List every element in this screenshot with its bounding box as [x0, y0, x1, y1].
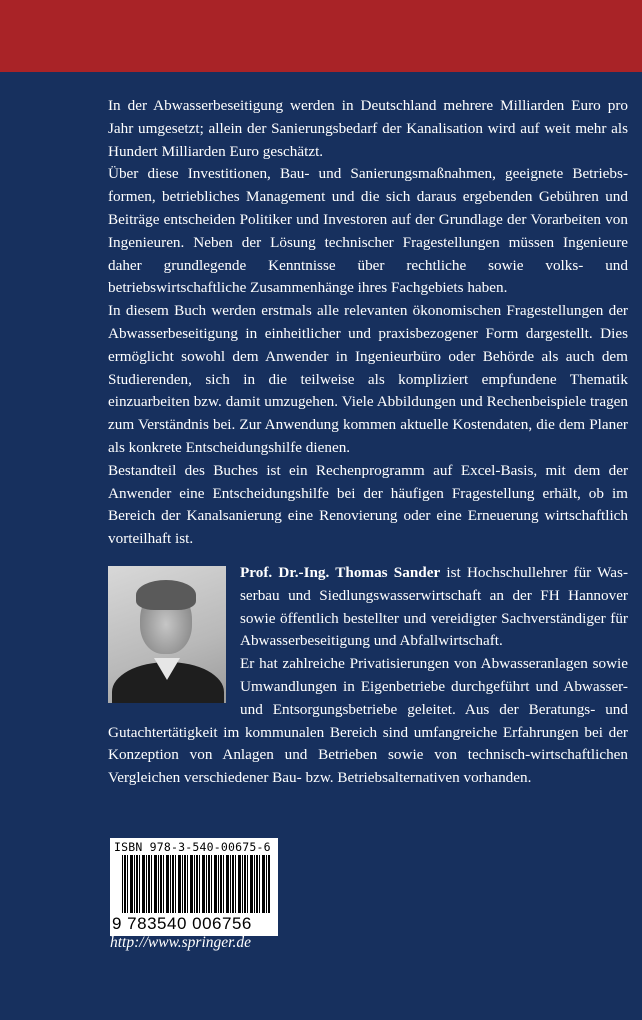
- top-color-band: [0, 0, 642, 72]
- barcode-bars: [122, 855, 270, 913]
- book-description: [108, 95, 628, 551]
- author-photo: [108, 566, 226, 703]
- author-bio-text: ist Hochschullehrer für Wasserbau und Siedlungswasserwirtschaft an der FH Hannover sowie öffentlich bestellter und vereidigter Sachverständiger für Abwasserbeseitigung und Abfallwirtschaft.: [240, 564, 629, 650]
- description-paragraph: Bestandteil des Buches ist ein Rechenprogramm auf Excel-Basis, mit dem der Anwender eine Entscheidungshilfe bei der häufigen Fragestellung erhält, ob im Bereich der Kanalsanierung eine Renovierung oder eine Erneuerung wirtschaftlich vorteilhaft ist.: [108, 461, 628, 548]
- author-name: Prof. Dr.-Ing. Thomas Sander: [240, 564, 441, 581]
- author-section: [108, 562, 628, 790]
- publisher-url[interactable]: http://www.springer.de: [110, 934, 251, 951]
- description-paragraph: In diesem Buch werden erstmals alle relevanten ökonomischen Fragestellungen der Abwasserbeseitigung in einheitlicher und praxisbezogener Form dargestellt. Dies ermöglicht sowohl dem Anwender in Ingenieurbüro oder Behörde als auch dem Studierenden, sich in die teilweise als kompliziert empfundene Thematik einzuarbeiten bzw. damit umzugehen. Viele Abbildungen und Rechenbeispiele tragen zum Verständnis bei. Zur Anwendung kommen aktuelle Kostendaten, die dem Planer als konkrete Entscheidungshilfe dienen.: [108, 302, 628, 456]
- barcode-digits: 9 783540 006756: [112, 914, 252, 933]
- description-paragraph: Über diese Investitionen, Bau- und Sanierungsmaßnahmen, geeignete Betriebsformen, betriebliches Management und die sich daraus ergebenden Gebühren und Beiträge entscheiden Politiker und Investoren auf der Grundlage der Vorarbeiten von Ingenieuren. Neben der Lösung technischer Fragestellungen müssen Ingenieure daher grundlegende Kenntnisse über rechtliche sowie volks- und betriebswirtschaftliche Zusammenhänge ihres Fachgebiets haben.: [108, 165, 628, 297]
- description-paragraph: In der Abwasserbeseitigung werden in Deutschland mehrere Milliarden Euro pro Jahr umgesetzt; allein der Sanierungsbedarf der Kanalisation wird auf weit mehr als Hundert Milliarden Euro geschätzt.: [108, 97, 628, 160]
- author-bio-continued: Er hat zahlreiche Privatisierungen von Abwasseranlagen sowie Umwandlungen in Eigenbetriebe durchgeführt und Abwasser- und Entsorgungsbetriebe geleitet. Aus der Beratungs- und Gutachtertätigkeit im kommunalen Bereich sind umfangreiche Erfahrungen bei der Konzeption von Anlagen und Betrieben sowie von technisch-wirtschaftlichen Vergleichen verschiedener Bau- bzw. Betriebsalternativen vorhanden.: [108, 655, 628, 787]
- isbn-label: ISBN 978-3-540-00675-6: [114, 840, 271, 854]
- isbn-barcode: [110, 838, 278, 936]
